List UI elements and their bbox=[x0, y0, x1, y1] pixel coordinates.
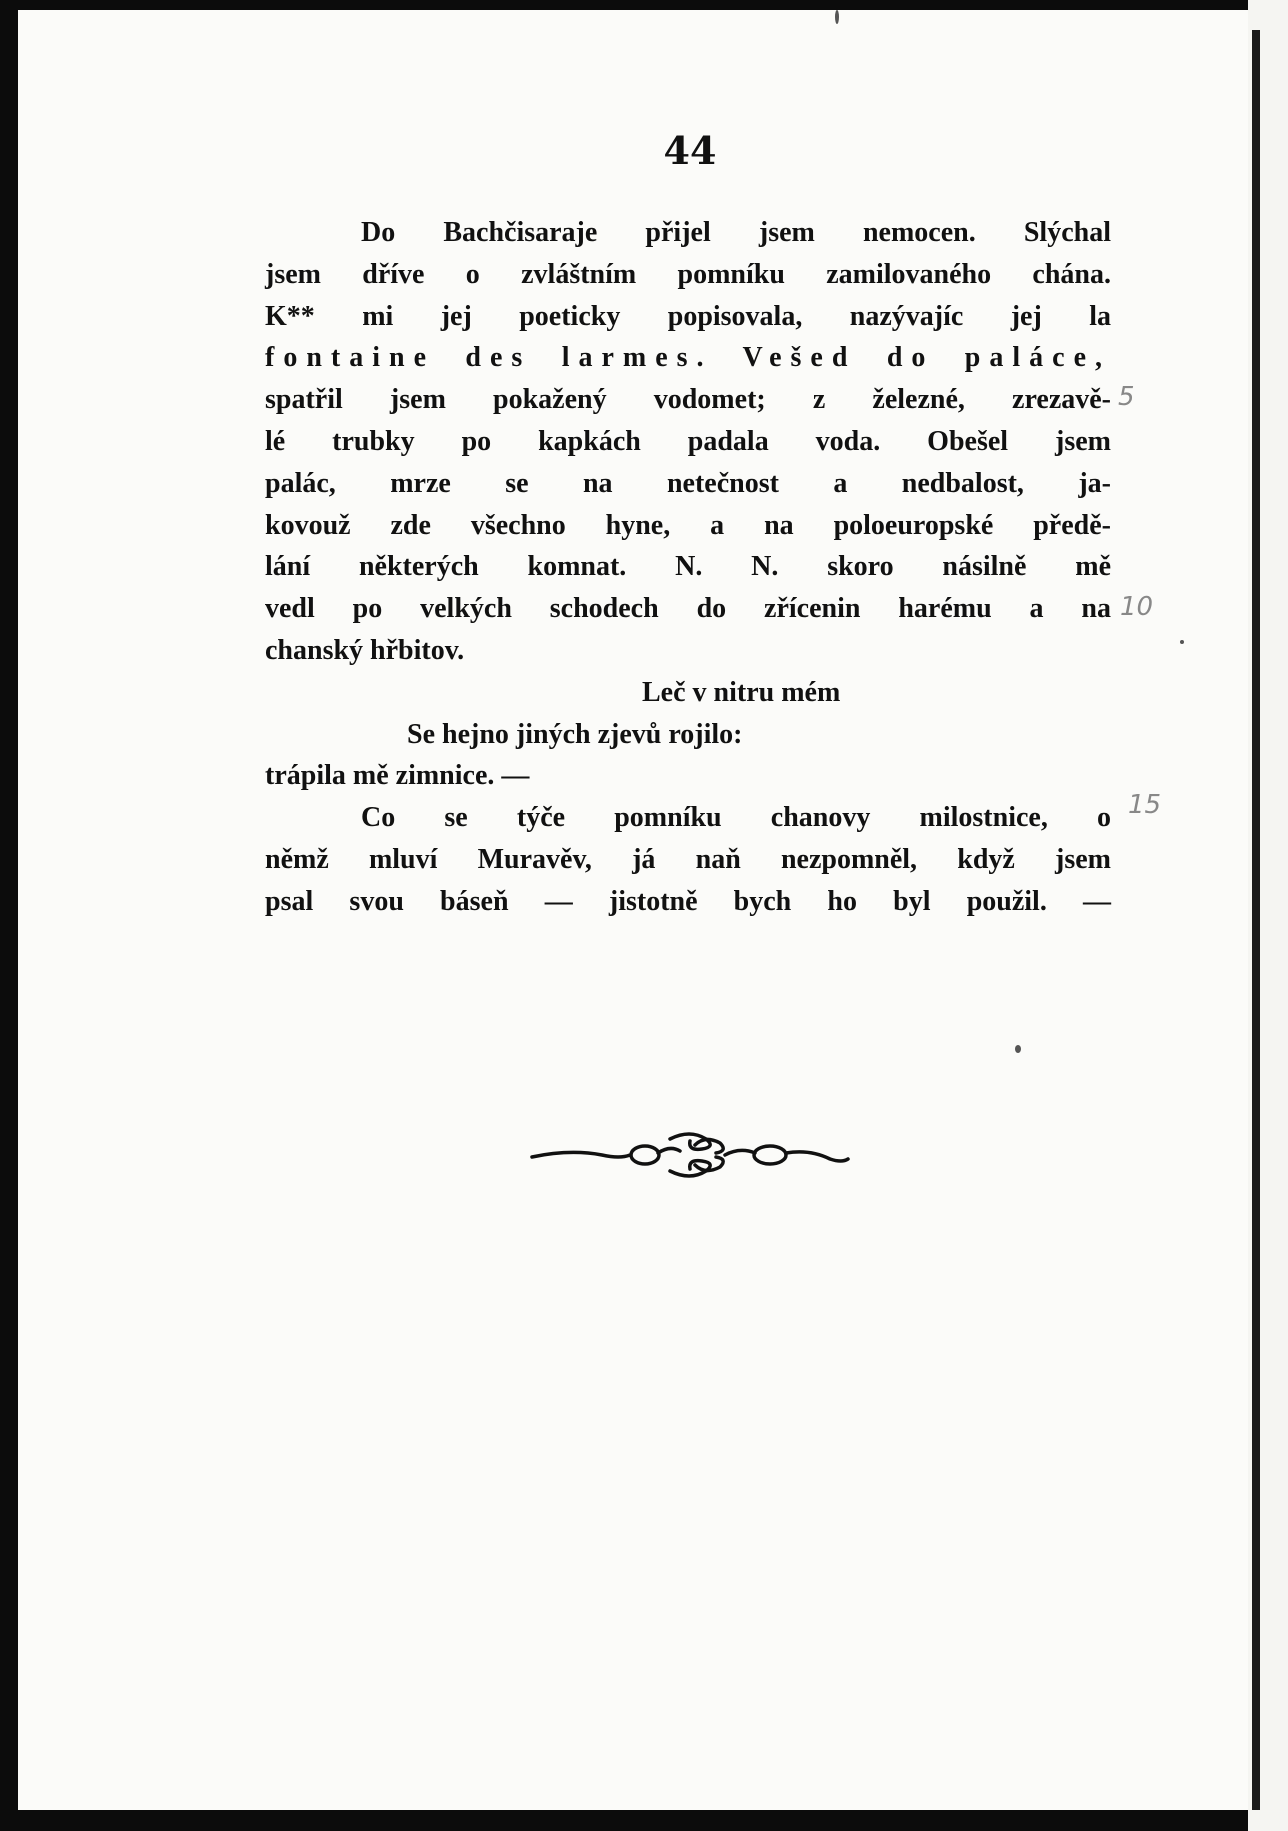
margin-line-number: 10 bbox=[1120, 592, 1154, 622]
body-line: Co se týče pomníku chanovy milostnice, o bbox=[361, 802, 1111, 834]
margin-line-number: 5 bbox=[1118, 382, 1135, 412]
body-line: němž mluví Muravěv, já naň nezpomněl, když jsem bbox=[265, 843, 1111, 875]
body-line: lé trubky po kapkách padala voda. Obešel jsem bbox=[265, 425, 1111, 457]
body-line: vedl po velkých schodech do zřícenin harému a na bbox=[265, 593, 1111, 625]
body-text bbox=[265, 212, 1111, 923]
print-speck bbox=[1180, 640, 1184, 644]
body-line: psal svou báseň — jistotně bych ho byl použil. — bbox=[265, 885, 1111, 917]
print-speck bbox=[835, 10, 839, 24]
page-gutter-shadow bbox=[1252, 30, 1260, 1810]
body-line: jsem dříve o zvláštním pomníku zamilovaného chána. bbox=[265, 258, 1111, 290]
verse-line: Se hejno jiných zjevů rojilo: bbox=[407, 718, 743, 750]
body-line: lání některých komnat. N. N. skoro násilně mě bbox=[265, 551, 1111, 583]
body-line: palác, mrze se na netečnost a nedbalost, ja- bbox=[265, 467, 1111, 499]
body-line: kovouž zde všechno hyne, a na poloeuropské předě- bbox=[265, 509, 1111, 541]
body-line: chanský hřbitov. bbox=[265, 634, 465, 666]
body-line: fontaine des larmes. Vešed do paláce, bbox=[265, 342, 1111, 374]
decorative-ornament bbox=[530, 1125, 850, 1185]
page-number: 44 bbox=[663, 128, 717, 173]
body-line: Do Bachčisaraje přijel jsem nemocen. Slýchal bbox=[361, 217, 1111, 248]
body-line: trápila mě zimnice. — bbox=[265, 760, 530, 792]
body-line: K** mi jej poeticky popisovala, nazývajíc jej la bbox=[265, 300, 1111, 332]
body-line: spatřil jsem pokažený vodomet; z železné, zrezavě- bbox=[265, 384, 1111, 416]
margin-line-number: 15 bbox=[1128, 790, 1162, 820]
verse-line: Leč v nitru mém bbox=[642, 676, 841, 708]
print-speck bbox=[1015, 1045, 1021, 1053]
